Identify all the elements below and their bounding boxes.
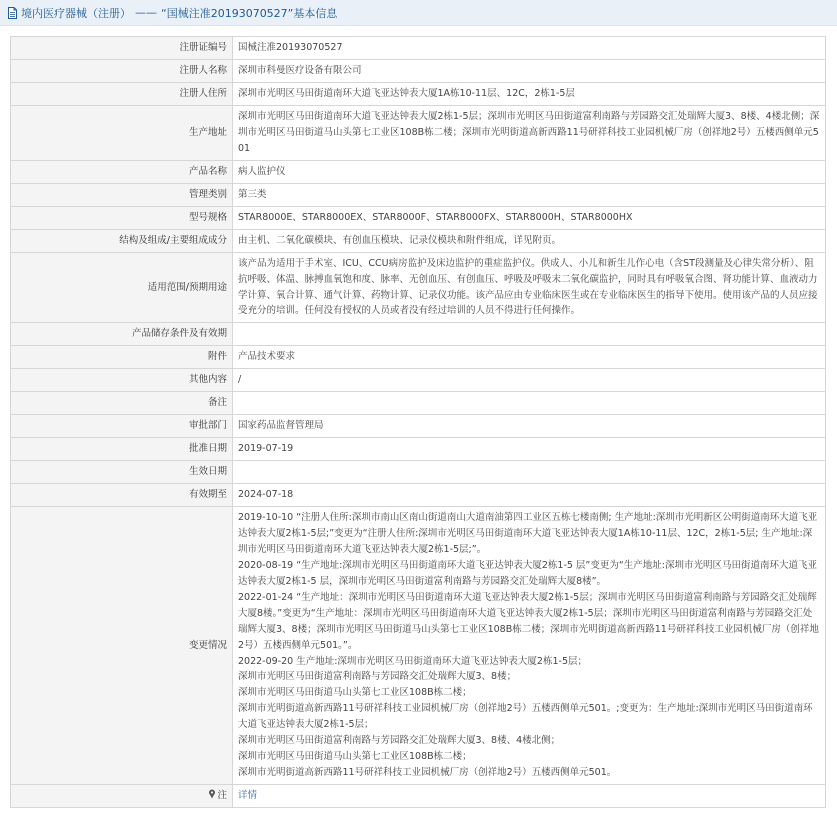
value-expiry-date: 2024-07-18	[233, 484, 826, 507]
row-note	[11, 784, 826, 807]
value-structure: 由主机、二氧化碳模块、有创血压模块、记录仪模块和附件组成，详见附页。	[233, 229, 826, 252]
value-note	[233, 784, 826, 807]
row-attachment	[11, 346, 826, 369]
label-remark: 备注	[11, 392, 233, 415]
value-attachment: 产品技术要求	[233, 346, 826, 369]
label-category: 管理类别	[11, 183, 233, 206]
page-header	[0, 0, 837, 26]
row-changes	[11, 507, 826, 784]
change-line: 2019-10-10 “注册人住所:深圳市南山区南山街道南山大道南油第四工业区五栋七楼南侧; 生产地址:深圳市光明新区公明街道南环大道飞亚达钟表大厦2栋1-5层;”变更为“注册人住所:深圳市光明区马田街道南环大道飞亚达钟表大厦1A栋10-11层、12C，2栋1-5层; 生产地址:深圳市光明区马田街道南环大道飞亚达钟表大厦2栋1-5层;”。	[238, 512, 818, 556]
value-approval-date: 2019-07-19	[233, 438, 826, 461]
label-attachment: 附件	[11, 346, 233, 369]
label-model: 型号规格	[11, 206, 233, 229]
value-reg-no: 国械注准20193070527	[233, 37, 826, 60]
value-scope: 该产品为适用于手术室、ICU、CCU病房监护及床边监护的重症监护仪。供成人、小儿和新生儿作心电（含ST段测量及心律失常分析）、阻抗呼吸、体温、脉搏血氧饱和度、脉率、无创血压、有创血压、呼吸及呼吸末二氧化碳监护，同时具有呼吸氧合图、肾功能计算、血液动力学计算、氧合计算、通气计算、药物计算、记录仪功能。该产品应由专业临床医生或在专业临床医生的指导下使用。使用该产品的人员应接受充分的培训。任何没有授权的人员或者没有经过培训的人员不得进行任何操作。	[233, 252, 826, 323]
header-dash: ——	[135, 6, 157, 19]
row-scope	[11, 252, 826, 323]
change-line: 深圳市光明街道高新西路11号研祥科技工业园机械厂房（创祥地2号）五楼西侧单元501。	[238, 766, 617, 778]
page-title: “国械注准20193070527”基本信息	[161, 6, 338, 20]
change-line: 2020-08-19 “生产地址:深圳市光明区马田街道南环大道飞亚达钟表大厦2栋1-5 层”变更为“生产地址:深圳市光明区马田街道南环大道飞亚达钟表大厦2栋1-5 层，深圳市光明区马田街道富利南路与芳园路交汇处瑞辉大厦8楼”。	[238, 560, 817, 587]
change-line: 深圳市光明街道高新西路11号研祥科技工业园机械厂房（创祥地2号）五楼西侧单元501。;变更为：生产地址:深圳市光明区马田街道南环大道飞亚达钟表大厦2栋1-5层；	[238, 703, 813, 731]
row-authority	[11, 415, 826, 438]
row-expiry-date	[11, 484, 826, 507]
label-address: 注册人住所	[11, 83, 233, 106]
row-registrant	[11, 60, 826, 83]
details-link[interactable]: 详情	[238, 789, 258, 801]
label-other: 其他内容	[11, 369, 233, 392]
row-reg-no	[11, 37, 826, 60]
row-category	[11, 183, 826, 206]
value-changes	[233, 507, 826, 784]
change-line: 2022-09-20 生产地址:深圳市光明区马田街道南环大道飞亚达钟表大厦2栋1-5层；	[238, 655, 587, 667]
label-expiry-date: 有效期至	[11, 484, 233, 507]
row-model	[11, 206, 826, 229]
label-product: 产品名称	[11, 160, 233, 183]
value-other: /	[233, 369, 826, 392]
row-other	[11, 369, 826, 392]
label-note	[11, 784, 233, 807]
row-structure	[11, 229, 826, 252]
pin-icon	[208, 789, 216, 799]
document-icon	[7, 7, 18, 19]
value-effective-date	[233, 461, 826, 484]
value-category: 第三类	[233, 183, 826, 206]
value-address: 深圳市光明区马田街道南环大道飞亚达钟表大厦1A栋10-11层、12C，2栋1-5层	[233, 83, 826, 106]
change-line: 2022-01-24 “生产地址：深圳市光明区马田街道南环大道飞亚达钟表大厦2栋1-5层；深圳市光明区马田街道富利南路与芳园路交汇处瑞辉大厦8楼。”变更为“生产地址：深圳市光明区马田街道南环大道飞亚达钟表大厦2栋1-5层；深圳市光明区马田街道富利南路与芳园路交汇处瑞辉大厦3、8楼；深圳市光明区马田街道马山头第七工业区108B栋二楼；深圳市光明街道高新西路11号研祥科技工业园机械厂房（创祥地2号）五楼西侧单元501。”。	[238, 591, 819, 651]
value-remark	[233, 392, 826, 415]
change-line: 深圳市光明区马田街道富利南路与芳园路交汇处瑞辉大厦3、8楼；	[238, 671, 517, 683]
change-line: 深圳市光明区马田街道马山头第七工业区108B栋二楼；	[238, 750, 472, 762]
row-address	[11, 83, 826, 106]
label-storage: 产品储存条件及有效期	[11, 323, 233, 346]
label-structure: 结构及组成/主要组成成分	[11, 229, 233, 252]
row-approval-date	[11, 438, 826, 461]
label-authority: 审批部门	[11, 415, 233, 438]
note-label-text: 注	[217, 789, 227, 801]
value-storage	[233, 323, 826, 346]
label-effective-date: 生效日期	[11, 461, 233, 484]
row-product	[11, 160, 826, 183]
value-model: STAR8000E、STAR8000EX、STAR8000F、STAR8000FX、STAR8000H、STAR8000HX	[233, 206, 826, 229]
category-link[interactable]: 境内医疗器械（注册）	[21, 6, 131, 20]
row-remark	[11, 392, 826, 415]
label-scope: 适用范围/预期用途	[11, 252, 233, 323]
change-line: 深圳市光明区马田街道马山头第七工业区108B栋二楼；	[238, 687, 472, 699]
label-registrant: 注册人名称	[11, 60, 233, 83]
label-production: 生产地址	[11, 106, 233, 161]
value-production: 深圳市光明区马田街道南环大道飞亚达钟表大厦2栋1-5层；深圳市光明区马田街道富利南路与芳园路交汇处瑞辉大厦3、8楼、4楼北侧；深圳市光明区马田街道马山头第七工业区108B栋二楼；深圳市光明街道高新西路11号研祥科技工业园机械厂房（创祥地2号）五楼西侧单元501	[233, 106, 826, 161]
change-line: 深圳市光明区马田街道富利南路与芳园路交汇处瑞辉大厦3、8楼、4楼北侧；	[238, 735, 561, 747]
value-registrant: 深圳市科曼医疗设备有限公司	[233, 60, 826, 83]
detail-table	[10, 36, 826, 808]
label-changes: 变更情况	[11, 507, 233, 784]
label-reg-no: 注册证编号	[11, 37, 233, 60]
value-product: 病人监护仪	[233, 160, 826, 183]
label-approval-date: 批准日期	[11, 438, 233, 461]
row-storage	[11, 323, 826, 346]
value-authority: 国家药品监督管理局	[233, 415, 826, 438]
row-effective-date	[11, 461, 826, 484]
row-production	[11, 106, 826, 161]
